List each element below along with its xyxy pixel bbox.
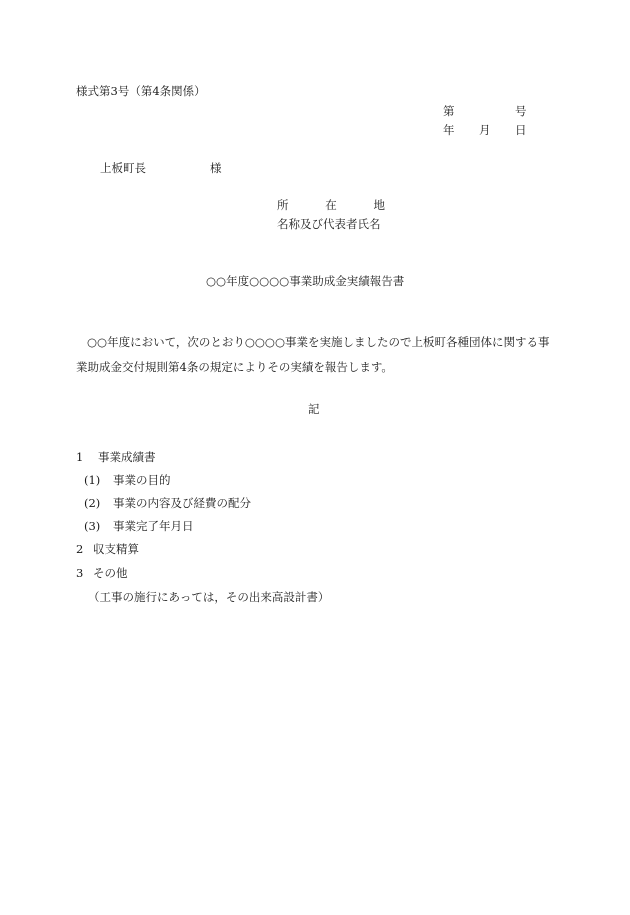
item-text: 事業成績書 bbox=[98, 450, 156, 464]
item-text: 事業完了年月日 bbox=[113, 519, 194, 533]
form-label: 様式第3号（第4条関係） bbox=[76, 84, 206, 98]
ki-marker: 記 bbox=[308, 402, 320, 416]
item-number: (3) bbox=[84, 519, 101, 533]
item-text: 事業の目的 bbox=[113, 473, 171, 487]
item-text: 収支精算 bbox=[93, 542, 139, 556]
item-number: (1) bbox=[84, 473, 101, 487]
address-char-2: 在 bbox=[325, 198, 337, 212]
date-day: 日 bbox=[515, 123, 527, 137]
item-number: 1 bbox=[76, 450, 84, 464]
document-title: ○○年度○○○○事業助成金実績報告書 bbox=[206, 274, 405, 288]
date-month: 月 bbox=[479, 123, 491, 137]
item-number: 3 bbox=[76, 566, 84, 580]
address-char-1: 所 bbox=[277, 198, 289, 212]
addressee-honorific: 様 bbox=[210, 161, 222, 175]
item-note: （工事の施行にあっては，その出来高設計書） bbox=[88, 590, 330, 604]
applicant-address-label bbox=[277, 199, 385, 213]
item-text: その他 bbox=[93, 566, 128, 580]
address-char-3: 地 bbox=[373, 198, 385, 212]
item-number: 2 bbox=[76, 542, 84, 556]
applicant-name-label: 名称及び代表者氏名 bbox=[277, 217, 381, 231]
item-number: (2) bbox=[84, 496, 101, 510]
item-text: 事業の内容及び経費の配分 bbox=[113, 496, 251, 510]
doc-number-prefix: 第 bbox=[443, 104, 455, 118]
date-year: 年 bbox=[443, 123, 455, 137]
body-paragraph: ○○年度において，次のとおり○○○○事業を実施しましたので上板町各種団体に関する事業助成金交付規則第4条の規定によりその実績を報告します。 bbox=[76, 335, 550, 374]
doc-number-suffix: 号 bbox=[515, 104, 527, 118]
addressee-name: 上板町長 bbox=[100, 161, 146, 175]
